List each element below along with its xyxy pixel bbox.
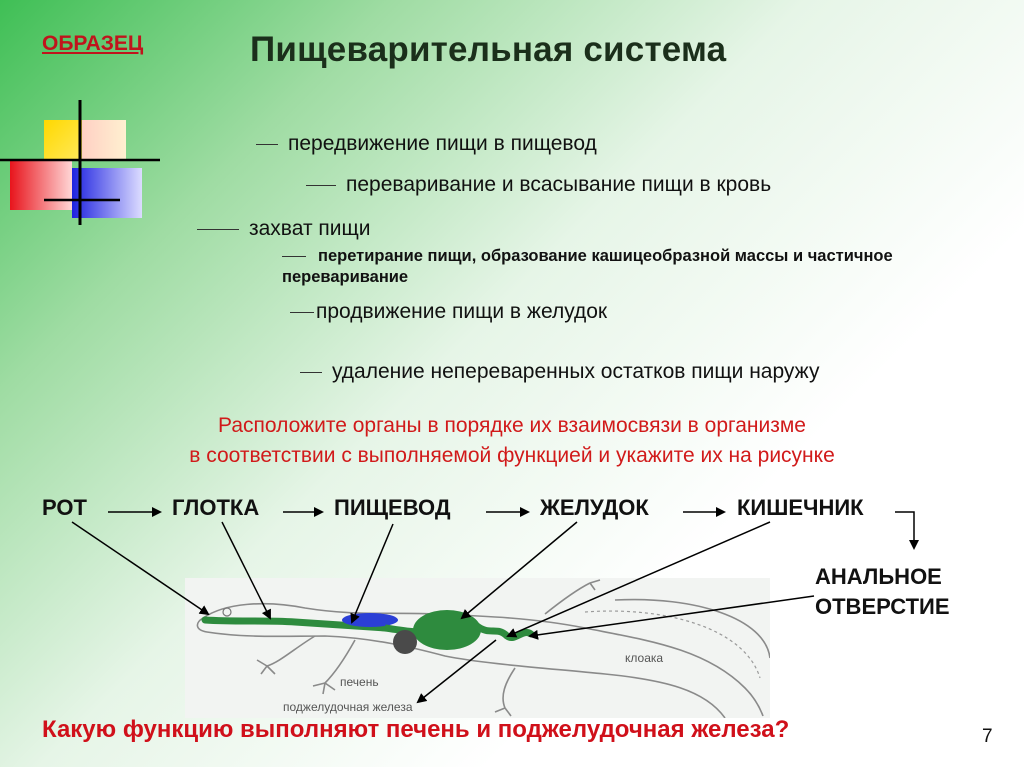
chain-arrow: [895, 512, 914, 548]
organ-stomach: ЖЕЛУДОК: [540, 495, 649, 520]
organ-anus-line-2: ОТВЕРСТИЕ: [815, 594, 950, 619]
function-text: передвижение пищи в пищевод: [288, 132, 597, 155]
page-title: Пищеварительная система: [250, 30, 727, 69]
organ-pharynx: ГЛОТКА: [172, 495, 260, 520]
organ-anus-line-1: АНАЛЬНОЕ: [815, 564, 942, 589]
pointer-arrow-pharynx: [222, 522, 270, 618]
question-text: Какую функцию выполняют печень и поджелудочная железа?: [42, 716, 790, 743]
function-text: удаление непереваренных остатков пищи наружу: [332, 360, 820, 383]
cloaca-label: клоака: [625, 651, 664, 665]
pointer-arrow-mouth: [72, 522, 208, 614]
function-text: переваривание и всасывание пищи в кровь: [346, 173, 772, 196]
function-text: продвижение пищи в желудок: [316, 300, 608, 323]
organ-esophagus: ПИЩЕВОД: [334, 495, 451, 520]
pancreas-label: поджелудочная железа: [283, 700, 413, 714]
pointer-arrow-intestine: [508, 522, 770, 636]
function-text: перетирание пищи, образование кашицеобразной массы и частичное переваривание: [282, 247, 893, 286]
task-line-2: в соответствии с выполняемой функцией и укажите их на рисунке: [189, 444, 835, 467]
function-text: захват пищи: [249, 217, 371, 240]
pointer-arrow-pancreas: [418, 640, 496, 702]
organ-mouth: РОТ: [42, 495, 87, 520]
pointer-arrow-anus: [530, 596, 814, 636]
organ-intestine: КИШЕЧНИК: [737, 495, 864, 520]
task-line-1: Расположите органы в порядке их взаимосвязи в организме: [218, 414, 806, 437]
pointer-arrow-stomach: [462, 522, 577, 618]
page-number: 7: [982, 726, 993, 747]
pointer-arrow-esophagus: [352, 524, 393, 622]
liver-label: печень: [340, 675, 379, 689]
sample-label: ОБРАЗЕЦ: [42, 32, 144, 55]
